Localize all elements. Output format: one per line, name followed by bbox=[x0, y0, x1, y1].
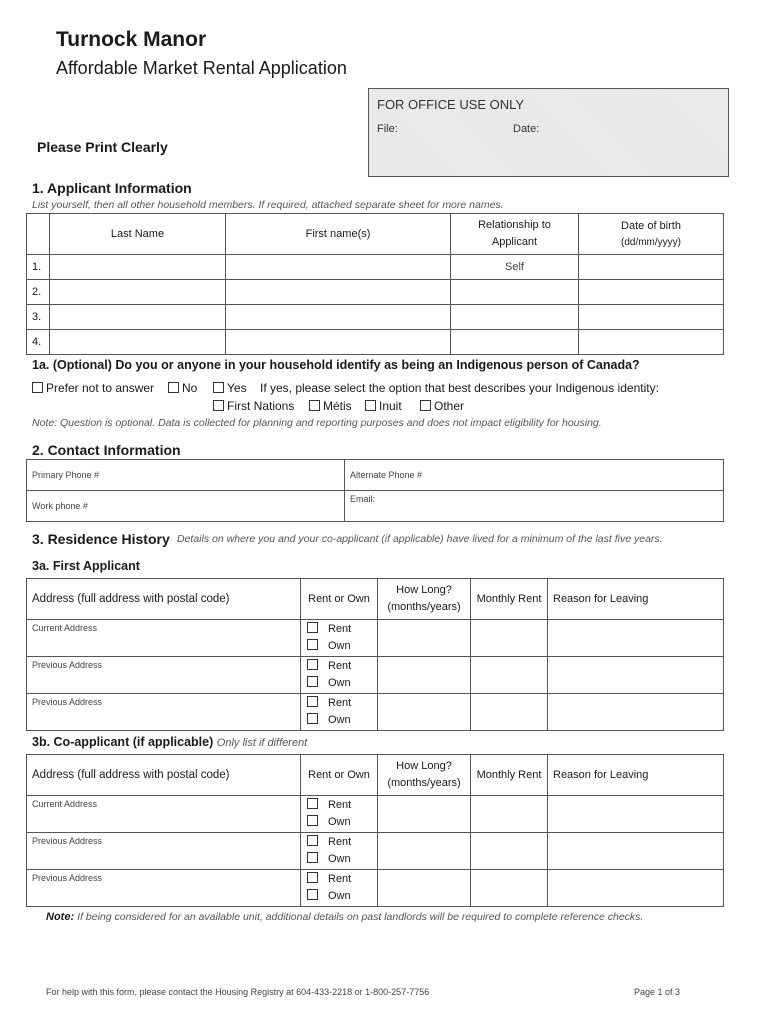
residence-table-coapplicant bbox=[26, 754, 724, 907]
reason-field[interactable] bbox=[548, 833, 724, 870]
option-prefer-not[interactable] bbox=[32, 381, 154, 395]
checkbox[interactable] bbox=[307, 622, 318, 633]
option-label: Own bbox=[328, 816, 351, 828]
note-text: If being considered for an available unit, additional details on past landlords will be required to complete reference checks. bbox=[77, 911, 644, 923]
monthly-rent-field[interactable] bbox=[471, 694, 548, 731]
row-number: 1. bbox=[27, 255, 50, 280]
col-how-long: How Long? (months/years) bbox=[378, 579, 471, 620]
reason-field[interactable] bbox=[548, 694, 724, 731]
monthly-rent-field[interactable] bbox=[471, 833, 548, 870]
last-name-field[interactable] bbox=[50, 305, 226, 330]
dob-field[interactable] bbox=[579, 305, 724, 330]
dob-field[interactable] bbox=[579, 255, 724, 280]
page-number: Page 1 of 3 bbox=[634, 987, 681, 997]
checkbox[interactable] bbox=[365, 400, 376, 411]
option-label: Rent bbox=[328, 873, 352, 885]
option-no[interactable] bbox=[168, 381, 197, 395]
col-relationship: Relationship to Applicant bbox=[451, 214, 579, 255]
option-first-nations[interactable] bbox=[213, 399, 294, 413]
section3a-title: 3a. First Applicant bbox=[32, 559, 140, 573]
indigenous-note: Note: Question is optional. Data is collected for planning and reporting purposes and does not impact eligibility for housing. bbox=[32, 417, 602, 429]
last-name-field[interactable] bbox=[50, 330, 226, 355]
section3b-title: 3b. Co-applicant (if applicable) bbox=[32, 735, 214, 749]
option-label: Métis bbox=[323, 399, 352, 413]
note-label: Note: bbox=[46, 911, 75, 923]
option-label: Rent bbox=[328, 697, 352, 709]
table-row bbox=[27, 305, 724, 330]
checkbox[interactable] bbox=[168, 382, 179, 393]
checkbox[interactable] bbox=[307, 798, 318, 809]
first-name-field[interactable] bbox=[226, 280, 451, 305]
first-name-field[interactable] bbox=[226, 255, 451, 280]
option-label: Own bbox=[328, 640, 351, 652]
own-option[interactable] bbox=[307, 888, 371, 905]
checkbox[interactable] bbox=[309, 400, 320, 411]
option-other[interactable] bbox=[420, 399, 464, 413]
section3-title: 3. Residence History bbox=[32, 531, 170, 547]
monthly-rent-field[interactable] bbox=[471, 657, 548, 694]
col-dob-format: (dd/mm/yyyy) bbox=[621, 236, 681, 248]
reason-field[interactable] bbox=[548, 870, 724, 907]
option-label: Inuit bbox=[379, 399, 402, 413]
option-label: Yes bbox=[227, 381, 247, 395]
section3b-note: Only list if different bbox=[216, 737, 308, 749]
indigenous-question: 1a. (Optional) Do you or anyone in your household identify as being an Indigenous person of Canada? bbox=[32, 358, 640, 372]
bottom-note bbox=[46, 911, 643, 923]
option-label: Own bbox=[328, 714, 351, 726]
alternate-phone-field[interactable]: Alternate Phone # bbox=[345, 460, 724, 491]
footer-help: For help with this form, please contact the Housing Registry at 604-433-2218 or 1-800-257-7756 bbox=[46, 987, 430, 997]
yes-followup-text: If yes, please select the option that best describes your Indigenous identity: bbox=[260, 381, 659, 395]
section1-instruction: List yourself, then all other household members. If required, attached separate sheet for more names. bbox=[32, 199, 504, 211]
col-address: Address (full address with postal code) bbox=[27, 579, 301, 620]
option-label: Rent bbox=[328, 836, 352, 848]
checkbox[interactable] bbox=[420, 400, 431, 411]
checkbox[interactable] bbox=[307, 852, 318, 863]
rent-option[interactable] bbox=[307, 871, 371, 888]
address-field[interactable]: Previous Address bbox=[27, 870, 301, 907]
rent-option[interactable] bbox=[307, 834, 371, 851]
office-date-label: Date: bbox=[513, 123, 540, 135]
col-rent-or-own: Rent or Own bbox=[301, 755, 378, 796]
table-row bbox=[27, 833, 724, 870]
address-field[interactable]: Current Address bbox=[27, 796, 301, 833]
option-inuit[interactable] bbox=[365, 399, 402, 413]
checkbox[interactable] bbox=[307, 713, 318, 724]
own-option[interactable] bbox=[307, 675, 371, 692]
section1-title: 1. Applicant Information bbox=[32, 180, 192, 196]
last-name-field[interactable] bbox=[50, 255, 226, 280]
section3-description: Details on where you and your co-applicant (if applicable) have lived for a minimum of the last five years. bbox=[177, 533, 663, 545]
option-label: Rent bbox=[328, 799, 352, 811]
option-label: Own bbox=[328, 890, 351, 902]
option-label: Own bbox=[328, 853, 351, 865]
household-table bbox=[26, 213, 724, 355]
how-long-field[interactable] bbox=[378, 620, 471, 657]
rent-option[interactable] bbox=[307, 621, 371, 638]
form-title: Turnock Manor bbox=[56, 28, 207, 51]
col-address: Address (full address with postal code) bbox=[27, 755, 301, 796]
monthly-rent-field[interactable] bbox=[471, 796, 548, 833]
work-phone-field[interactable]: Work phone # bbox=[27, 491, 345, 522]
reason-field[interactable] bbox=[548, 796, 724, 833]
checkbox[interactable] bbox=[307, 696, 318, 707]
rent-option[interactable] bbox=[307, 797, 371, 814]
first-name-field[interactable] bbox=[226, 305, 451, 330]
first-name-field[interactable] bbox=[226, 330, 451, 355]
section3b-heading bbox=[32, 735, 307, 749]
col-rent-or-own: Rent or Own bbox=[301, 579, 378, 620]
residence-table-applicant bbox=[26, 578, 724, 731]
table-row bbox=[27, 280, 724, 305]
own-option[interactable] bbox=[307, 712, 371, 729]
option-label: First Nations bbox=[227, 399, 295, 413]
relationship-field[interactable] bbox=[451, 280, 579, 305]
last-name-field[interactable] bbox=[50, 280, 226, 305]
option-label: Prefer not to answer bbox=[46, 381, 155, 395]
option-yes[interactable] bbox=[213, 381, 247, 395]
primary-phone-field[interactable]: Primary Phone # bbox=[27, 460, 345, 491]
address-field[interactable]: Previous Address bbox=[27, 694, 301, 731]
own-option[interactable] bbox=[307, 851, 371, 868]
col-monthly-rent: Monthly Rent bbox=[471, 755, 548, 796]
rent-option[interactable] bbox=[307, 658, 371, 675]
checkbox[interactable] bbox=[307, 872, 318, 883]
checkbox[interactable] bbox=[307, 815, 318, 826]
table-row bbox=[27, 870, 724, 907]
checkbox[interactable] bbox=[307, 676, 318, 687]
reason-field[interactable] bbox=[548, 620, 724, 657]
col-reason: Reason for Leaving bbox=[548, 755, 724, 796]
how-long-field[interactable] bbox=[378, 694, 471, 731]
reason-field[interactable] bbox=[548, 657, 724, 694]
checkbox[interactable] bbox=[32, 382, 43, 393]
table-row bbox=[27, 255, 724, 280]
checkbox[interactable] bbox=[307, 639, 318, 650]
table-row bbox=[27, 620, 724, 657]
col-last-name: Last Name bbox=[50, 214, 226, 255]
table-row bbox=[27, 796, 724, 833]
dob-field[interactable] bbox=[579, 330, 724, 355]
col-reason: Reason for Leaving bbox=[548, 579, 724, 620]
rent-option[interactable] bbox=[307, 695, 371, 712]
checkbox[interactable] bbox=[307, 659, 318, 670]
print-clearly-label: Please Print Clearly bbox=[37, 139, 168, 155]
email-field[interactable]: Email: bbox=[345, 491, 724, 522]
col-dob: Date of birth bbox=[621, 219, 681, 232]
form-subtitle: Affordable Market Rental Application bbox=[56, 58, 347, 78]
office-file-label: File: bbox=[377, 123, 398, 135]
table-row bbox=[27, 694, 724, 731]
option-label: No bbox=[182, 381, 198, 395]
row-number: 3. bbox=[27, 305, 50, 330]
how-long-field[interactable] bbox=[378, 796, 471, 833]
address-field[interactable]: Previous Address bbox=[27, 833, 301, 870]
checkbox[interactable] bbox=[213, 382, 224, 393]
own-option[interactable] bbox=[307, 814, 371, 831]
col-how-long: How Long? (months/years) bbox=[378, 755, 471, 796]
row-number: 2. bbox=[27, 280, 50, 305]
relationship-field[interactable] bbox=[451, 330, 579, 355]
option-label: Rent bbox=[328, 623, 352, 635]
relationship-field[interactable]: Self bbox=[451, 255, 579, 280]
relationship-field[interactable] bbox=[451, 305, 579, 330]
address-field[interactable]: Current Address bbox=[27, 620, 301, 657]
how-long-field[interactable] bbox=[378, 870, 471, 907]
address-field[interactable]: Previous Address bbox=[27, 657, 301, 694]
contact-table bbox=[26, 459, 724, 522]
col-monthly-rent: Monthly Rent bbox=[471, 579, 548, 620]
row-number: 4. bbox=[27, 330, 50, 355]
checkbox[interactable] bbox=[307, 889, 318, 900]
checkbox[interactable] bbox=[213, 400, 224, 411]
how-long-field[interactable] bbox=[378, 657, 471, 694]
table-row bbox=[27, 657, 724, 694]
own-option[interactable] bbox=[307, 638, 371, 655]
section2-title: 2. Contact Information bbox=[32, 442, 181, 458]
checkbox[interactable] bbox=[307, 835, 318, 846]
monthly-rent-field[interactable] bbox=[471, 870, 548, 907]
option-label: Other bbox=[434, 399, 465, 413]
office-use-box bbox=[368, 88, 729, 177]
option-metis[interactable] bbox=[309, 399, 352, 413]
dob-field[interactable] bbox=[579, 280, 724, 305]
option-label: Rent bbox=[328, 660, 352, 672]
table-row bbox=[27, 330, 724, 355]
col-first-name: First name(s) bbox=[226, 214, 451, 255]
office-use-heading: FOR OFFICE USE ONLY bbox=[377, 97, 525, 112]
monthly-rent-field[interactable] bbox=[471, 620, 548, 657]
how-long-field[interactable] bbox=[378, 833, 471, 870]
option-label: Own bbox=[328, 677, 351, 689]
